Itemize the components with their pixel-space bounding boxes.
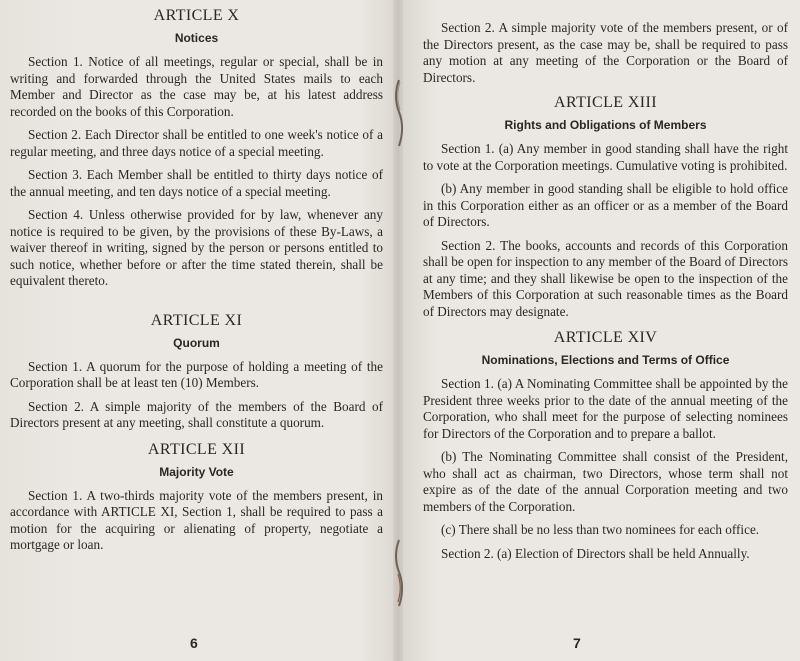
article-x-section-3: Section 3. Each Member shall be entitled to thirty days notice of the annual meeting, and ten days notice of a special meeting. <box>10 167 383 199</box>
article-xiii-section-1a: Section 1. (a) Any member in good standing shall have the right to vote at the Corporation meetings. Cumulative voting is prohibited. <box>423 141 788 173</box>
article-xiv-title: ARTICLE XIV <box>553 329 658 346</box>
article-x-section-2: Section 2. Each Director shall be entitled to one week's notice of a regular meeting, and three days notice of a special meeting. <box>10 127 383 159</box>
article-xiii-subtitle: Rights and Obligations of Members <box>504 118 707 132</box>
left-page <box>0 0 397 661</box>
article-x-section-4: Section 4. Unless otherwise provided for by law, whenever any notice is required to be given, by the provisions of these By-Laws, a waiver thereof in writing, signed by the person or persons entitled to such notice, whether before or after the time stated therein, shall be equivalent thereto. <box>10 207 383 288</box>
staple-bottom <box>393 538 405 608</box>
article-x-title: ARTICLE X <box>153 7 240 24</box>
article-xiv-section-1a: Section 1. (a) A Nominating Committee shall be appointed by the President three weeks prior to the date of the annual meeting of the Corporation, who shall meet for the purpose of selecting nominees for Directors of the Corporation and to prepare a ballot. <box>423 376 788 441</box>
article-xiii-section-1b: (b) Any member in good standing shall be eligible to hold office in this Corporation either as an officer or as a member of the Board of Directors. <box>423 181 788 229</box>
article-xiv-subtitle: Nominations, Elections and Terms of Office <box>481 353 730 367</box>
staple-top <box>393 78 405 148</box>
article-xi-title: ARTICLE XI <box>150 311 243 329</box>
article-xiv-section-1b: (b) The Nominating Committee shall consist of the President, who shall act as chairman, two Directors, whose term shall not expire as of the date of the annual Corporation meeting and two members of the Corporation. <box>423 449 788 514</box>
article-xii-section-2: Section 2. A simple majority vote of the members present, or of the Directors present, as the case may be, shall be required to pass any motion at any meeting of the Corporation or the Board of Directors. <box>423 20 788 85</box>
article-xiv-section-2a: Section 2. (a) Election of Directors shall be held Annually. <box>441 545 750 561</box>
page-number-left: 6 <box>190 635 198 651</box>
article-xii-section-1: Section 1. A two-thirds majority vote of the members present, in accordance with ARTICLE XI, Section 1, shall be required to pass a motion for the acquiring or alienating of property, negotiate a mortgage or loan. <box>10 487 383 552</box>
article-x-section-1: Section 1. Notice of all meetings, regular or special, shall be in writing and forwarded through the United States mails to each Member and Director as the case may be, at his latest address recorded on the books of this Corporation. <box>10 54 383 119</box>
article-xiii-section-2: Section 2. The books, accounts and records of this Corporation shall be open for inspection to any member of the Board of Directors at any time; and they shall likewise be open to the inspection of the Members of this Corporation at such reasonable times as the Board of Directors may designate. <box>423 237 788 319</box>
article-xi-section-1: Section 1. A quorum for the purpose of holding a meeting of the Corporation shall be at least ten (10) Members. <box>10 358 383 390</box>
article-xii-title: ARTICLE XII <box>147 440 246 458</box>
article-xiii-title: ARTICLE XIII <box>554 94 657 111</box>
article-x-subtitle: Notices <box>174 31 219 45</box>
article-xi-subtitle: Quorum <box>173 335 220 350</box>
article-xiv-section-1c: (c) There shall be no less than two nominees for each office. <box>441 522 760 537</box>
article-xii-subtitle: Majority Vote <box>159 464 234 479</box>
right-page <box>397 0 800 661</box>
article-xi-section-2: Section 2. A simple majority of the members of the Board of Directors present at any meeting, shall constitute a quorum. <box>10 398 383 430</box>
page-number-right: 7 <box>573 635 581 651</box>
